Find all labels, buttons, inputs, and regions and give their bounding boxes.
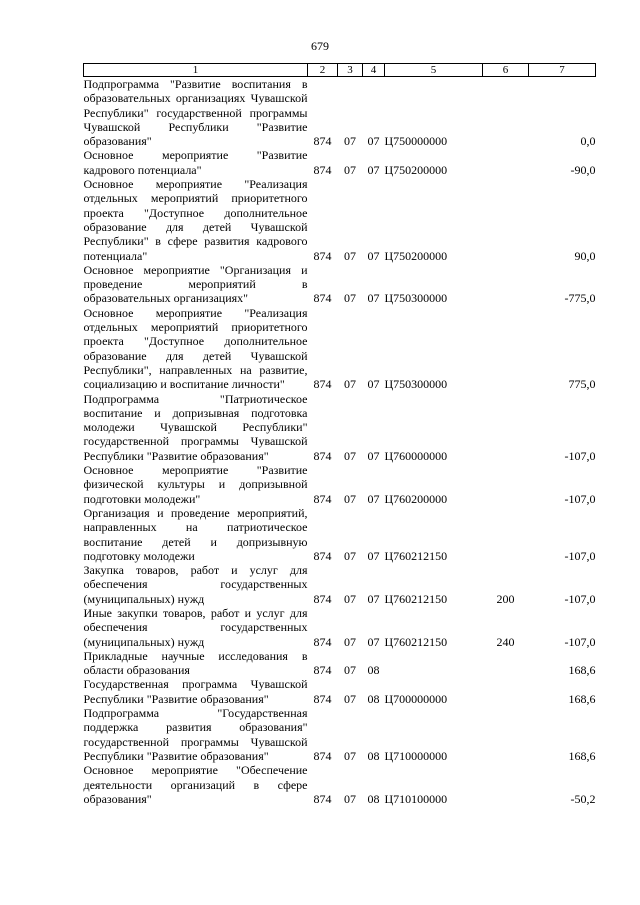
subsection-code-cell: 07 — [367, 548, 380, 563]
row-name-cell: Основное мероприятие "Обеспечение деятельности организаций в сфере образования" — [83, 763, 308, 806]
table-row — [84, 463, 596, 506]
ministry-code-cell: 874 — [313, 634, 332, 649]
section-code-cell: 07 — [344, 162, 356, 177]
ministry-code-cell: 874 — [313, 291, 332, 306]
subsection-code-cell: 08 — [367, 691, 380, 706]
section-code-cell: 07 — [344, 491, 356, 506]
ministry-code-cell: 874 — [313, 134, 332, 149]
target-code-cell: Ц750300000 — [384, 291, 448, 306]
section-code-cell: 07 — [344, 448, 356, 463]
row-name-cell: Государственная программа Чувашской Республики "Развитие образования" — [83, 677, 308, 706]
page-number: 679 — [311, 39, 329, 53]
target-code-cell: Ц760200000 — [384, 491, 448, 506]
subsection-code-cell: 08 — [367, 791, 380, 806]
column-header-5: 5 — [385, 64, 483, 77]
row-name-cell: Основное мероприятие "Развитие физической культуры и допризывной подготовки молодежи" — [83, 463, 308, 506]
table-row — [84, 563, 596, 606]
amount-cell: -107,0 — [564, 548, 596, 563]
section-code-cell: 07 — [344, 591, 356, 606]
target-code-cell: Ц750000000 — [384, 134, 448, 149]
section-code-cell: 07 — [344, 691, 356, 706]
expense-type-cell — [483, 706, 529, 763]
table-row — [84, 77, 596, 149]
target-code-cell: Ц760212150 — [384, 634, 448, 649]
target-code-cell: Ц750200000 — [384, 248, 448, 263]
header-row — [84, 64, 596, 77]
expense-type-cell — [483, 148, 529, 177]
subsection-code-cell: 07 — [367, 377, 380, 392]
table-row — [84, 148, 596, 177]
amount-cell: 0,0 — [580, 134, 596, 149]
expense-type-cell: 200 — [496, 591, 515, 606]
column-header-2: 2 — [308, 64, 338, 77]
target-code-cell: Ц710100000 — [384, 791, 448, 806]
ministry-code-cell: 874 — [313, 748, 332, 763]
column-header-6: 6 — [483, 64, 529, 77]
section-code-cell: 07 — [344, 634, 356, 649]
amount-cell: 775,0 — [568, 377, 596, 392]
ministry-code-cell: 874 — [313, 448, 332, 463]
subsection-code-cell: 08 — [367, 748, 380, 763]
column-header-7: 7 — [529, 64, 596, 77]
table-row — [84, 306, 596, 392]
expense-type-cell — [483, 392, 529, 463]
row-name-cell: Иные закупки товаров, работ и услуг для обеспечения государственных (муниципальных) нужд — [83, 605, 308, 649]
target-code-cell — [385, 649, 483, 678]
expense-type-cell — [483, 463, 529, 506]
amount-cell: -107,0 — [564, 491, 596, 506]
target-code-cell: Ц760212150 — [384, 548, 448, 563]
ministry-code-cell: 874 — [313, 248, 332, 263]
amount-cell: -775,0 — [564, 291, 596, 306]
amount-cell: 90,0 — [574, 248, 596, 263]
amount-cell: 168,6 — [568, 691, 596, 706]
section-code-cell: 07 — [344, 291, 356, 306]
row-name-cell: Прикладные научные исследования в области образования — [83, 648, 308, 678]
target-code-cell: Ц710000000 — [384, 748, 448, 763]
amount-cell: 168,6 — [568, 663, 596, 678]
section-code-cell: 07 — [344, 248, 356, 263]
expense-type-cell — [483, 506, 529, 563]
expense-type-cell — [483, 306, 529, 392]
expense-type-cell — [483, 677, 529, 706]
subsection-code-cell: 07 — [367, 134, 380, 149]
target-code-cell: Ц760212150 — [384, 591, 448, 606]
amount-cell: -90,0 — [570, 162, 596, 177]
amount-cell: -107,0 — [564, 448, 596, 463]
subsection-code-cell: 07 — [367, 248, 380, 263]
table-row — [84, 706, 596, 763]
ministry-code-cell: 874 — [313, 377, 332, 392]
row-name-cell: Основное мероприятие "Развитие кадрового потенциала" — [83, 148, 308, 177]
section-code-cell: 07 — [344, 134, 356, 149]
subsection-code-cell: 07 — [367, 448, 380, 463]
subsection-code-cell: 07 — [367, 162, 380, 177]
amount-cell: -50,2 — [570, 791, 596, 806]
subsection-code-cell: 08 — [367, 663, 380, 678]
ministry-code-cell: 874 — [313, 491, 332, 506]
table-row — [84, 677, 596, 706]
row-name-cell: Подпрограмма "Развитие воспитания в образовательных организациях Чувашской Республики" государственной программы Чувашской Республики "Развитие образования" — [83, 77, 308, 149]
target-code-cell: Ц760000000 — [384, 448, 448, 463]
subsection-code-cell: 07 — [367, 291, 380, 306]
target-code-cell: Ц750300000 — [384, 377, 448, 392]
target-code-cell: Ц750200000 — [384, 162, 448, 177]
table-row — [84, 763, 596, 806]
budget-table — [83, 63, 596, 806]
section-code-cell: 07 — [344, 791, 356, 806]
column-header-4: 4 — [363, 64, 385, 77]
ministry-code-cell: 874 — [313, 663, 332, 678]
column-header-3: 3 — [338, 64, 363, 77]
ministry-code-cell: 874 — [313, 162, 332, 177]
table-row — [84, 392, 596, 463]
table-row — [84, 506, 596, 563]
expense-type-cell — [483, 177, 529, 263]
table-row — [84, 606, 596, 649]
row-name-cell: Закупка товаров, работ и услуг для обеспечения государственных (муниципальных) нужд — [83, 563, 308, 606]
row-name-cell: Подпрограмма "Государственная поддержка развития образования" государственной программы Чувашской Республики "Развитие образования" — [83, 706, 308, 763]
expense-type-cell — [483, 763, 529, 806]
amount-cell: 168,6 — [568, 748, 596, 763]
expense-type-cell — [483, 649, 529, 678]
target-code-cell: Ц700000000 — [384, 691, 448, 706]
ministry-code-cell: 874 — [313, 591, 332, 606]
subsection-code-cell: 07 — [367, 491, 380, 506]
subsection-code-cell: 07 — [367, 591, 380, 606]
section-code-cell: 07 — [344, 548, 356, 563]
table-row — [84, 649, 596, 678]
section-code-cell: 07 — [344, 748, 356, 763]
row-name-cell: Основное мероприятие "Реализация отдельных мероприятий приоритетного проекта "Доступное дополнительное образование для детей Чувашской Республики" в сфере развития кадрового потенциала" — [83, 177, 308, 263]
row-name-cell: Организация и проведение мероприятий, направленных на патриотическое воспитание детей и допризывную подготовку молодежи — [83, 505, 308, 563]
ministry-code-cell: 874 — [313, 691, 332, 706]
ministry-code-cell: 874 — [313, 791, 332, 806]
row-name-cell: Основное мероприятие "Реализация отдельных мероприятий приоритетного проекта "Доступное дополнительное образование для детей Чувашской Республики", направленных на развитие, социализацию и воспитание личности" — [83, 305, 308, 392]
section-code-cell: 07 — [344, 377, 356, 392]
table-row — [84, 263, 596, 306]
section-code-cell: 07 — [344, 663, 356, 678]
amount-cell: -107,0 — [564, 634, 596, 649]
row-name-cell: Основное мероприятие "Организация и проведение мероприятий в образовательных организациях" — [83, 262, 308, 306]
expense-type-cell — [483, 263, 529, 306]
amount-cell: -107,0 — [564, 591, 596, 606]
row-name-cell: Подпрограмма "Патриотическое воспитание и допризывная подготовка молодежи Чувашской Республики" государственной программы Чувашской Республики "Развитие образования" — [83, 391, 308, 463]
ministry-code-cell: 874 — [313, 548, 332, 563]
subsection-code-cell: 07 — [367, 634, 380, 649]
column-header-1: 1 — [84, 64, 308, 77]
table-row — [84, 177, 596, 263]
expense-type-cell: 240 — [496, 634, 515, 649]
expense-type-cell — [483, 77, 529, 149]
